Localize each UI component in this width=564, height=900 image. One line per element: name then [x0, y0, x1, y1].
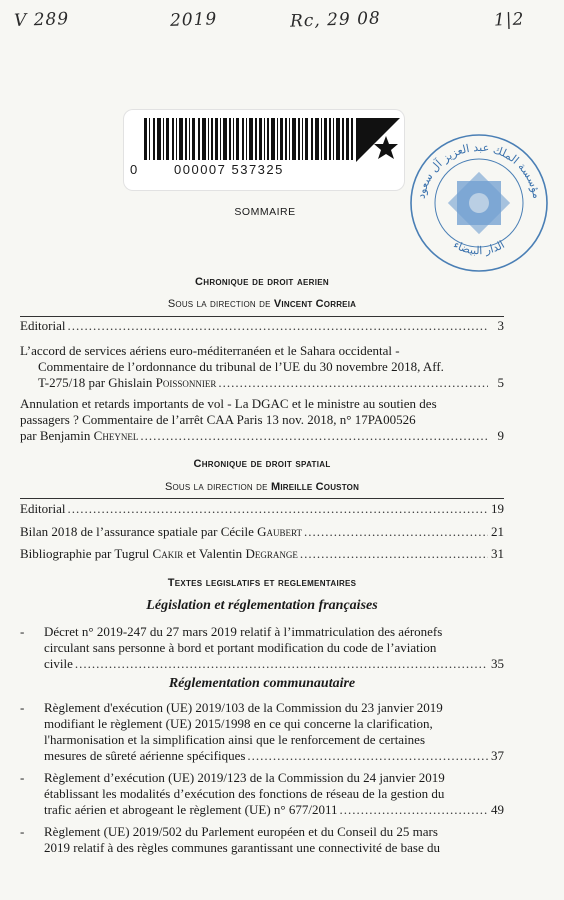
toc-entry[interactable] — [20, 546, 504, 562]
section-heading-spatial: Chronique de droit spatial — [193, 458, 331, 470]
toc-entry-page: 5 — [497, 375, 504, 390]
author-name: Poissonnier — [155, 375, 217, 390]
toc-entry-line: T-275/18 par Ghislain — [38, 375, 153, 390]
toc-entry-line: Règlement (UE) 2019/502 du Parlement européen et du Conseil du 25 mars — [44, 824, 438, 839]
toc-entry-page: 37 — [491, 748, 504, 763]
toc-entry-page: 21 — [491, 524, 504, 539]
toc-entry-line: par Benjamin — [20, 428, 91, 443]
toc-entry-line: l'harmonisation et la simplification ainsi que le renforcement de certaines — [44, 732, 426, 747]
toc-entry-page: 49 — [491, 802, 504, 817]
barcode-label — [124, 110, 404, 190]
list-bullet: - — [20, 770, 25, 785]
direction-name: Vincent Correia — [273, 298, 357, 310]
toc-entry-title: Bibliographie par Tugrul — [20, 546, 150, 561]
toc-entry-line: Règlement d'exécution (UE) 2019/103 de la Commission du 23 janvier 2019 — [44, 700, 443, 715]
toc-entry[interactable] — [44, 770, 504, 818]
toc-entry-title: Editorial — [20, 501, 66, 516]
barcode-zero: 0 — [130, 162, 138, 177]
toc-entry-title: et Valentin — [186, 546, 243, 561]
section-direction-spatial — [20, 481, 504, 493]
toc-entry-page: 35 — [491, 656, 504, 671]
direction-prefix: Sous la direction de — [167, 298, 271, 310]
list-bullet: - — [20, 624, 25, 639]
handwritten-note-ref: V 289 — [13, 9, 70, 31]
toc-entry[interactable] — [44, 700, 504, 764]
dot-leader — [68, 501, 489, 517]
dot-leader — [68, 318, 489, 334]
toc-entry-title: Editorial — [20, 318, 66, 333]
toc-entry-line: trafic aérien et abrogeant le règlement (UE) n° 677/2011 — [44, 802, 338, 817]
author-name: Gaubert — [257, 524, 303, 539]
library-emblem-icon — [356, 118, 400, 162]
svg-text:الدار البيضاء — [451, 238, 507, 257]
toc-entry-line: civile — [44, 656, 73, 671]
toc-entry[interactable] — [44, 624, 504, 672]
toc-entry[interactable] — [20, 318, 504, 334]
dot-leader — [300, 546, 488, 562]
subsection-heading-francaises: Législation et réglementation françaises — [146, 598, 378, 613]
toc-entry-page: 31 — [491, 546, 504, 561]
section-heading-textes: Textes legislatifs et reglementaires — [167, 577, 357, 589]
toc-entry[interactable] — [44, 824, 504, 856]
author-name: Cakir — [152, 546, 184, 561]
section-divider — [20, 498, 504, 499]
handwritten-note-date: Rc, 29 08 — [289, 8, 382, 32]
toc-entry-line: L’accord de services aériens euro-méditerranéen et le Sahara occidental - — [20, 343, 400, 358]
dot-leader — [339, 802, 488, 818]
toc-entry-line: Décret n° 2019-247 du 27 mars 2019 relatif à l’immatriculation des aéronefs — [44, 624, 443, 639]
toc-entry-page: 19 — [491, 501, 504, 516]
author-name: Degrange — [245, 546, 298, 561]
barcode-number: 000007 537325 — [174, 162, 284, 177]
author-name: Cheynel — [93, 428, 139, 443]
toc-entry-line: passagers ? Commentaire de l’arrêt CAA Paris 13 nov. 2018, n° 17PA00526 — [20, 412, 416, 427]
handwritten-note-year: 2019 — [169, 9, 218, 31]
dot-leader — [304, 524, 488, 540]
direction-prefix: Sous la direction de — [164, 481, 268, 493]
stamp-text-top: مؤسسة الملك عبد العزيز آل سعود — [414, 140, 544, 200]
toc-entry[interactable] — [20, 396, 504, 444]
barcode-icon — [144, 118, 356, 160]
stamp-text-bottom: الدار البيضاء — [451, 238, 507, 258]
toc-entry-line: Règlement d’exécution (UE) 2019/123 de la Commission du 24 janvier 2019 — [44, 770, 445, 785]
handwritten-note-page: 1|2 — [493, 9, 525, 31]
toc-entry-page: 3 — [497, 318, 504, 333]
toc-entry-line: modifiant le règlement (UE) 2015/1998 en ce qui concerne la clarification, — [44, 716, 433, 731]
dot-leader — [218, 375, 488, 391]
sommaire-title: SOMMAIRE — [234, 206, 296, 218]
list-bullet: - — [20, 824, 25, 839]
subsection-heading-communautaire: Réglementation communautaire — [168, 676, 356, 691]
direction-name: Mireille Couston — [270, 481, 360, 493]
list-bullet: - — [20, 700, 25, 715]
library-stamp-icon — [404, 128, 554, 278]
toc-entry-line: mesures de sûreté aérienne spécifiques — [44, 748, 246, 763]
toc-entry[interactable] — [20, 343, 504, 391]
dot-leader — [140, 428, 488, 444]
dot-leader — [247, 748, 488, 764]
toc-entry[interactable] — [20, 524, 504, 540]
toc-entry-line: Annulation et retards importants de vol - La DGAC et le ministre au soutien des — [20, 396, 437, 411]
dot-leader — [75, 656, 488, 672]
toc-entry-line: établissant les modalités d’exécution des fonctions de réseau de la gestion du — [44, 786, 445, 801]
toc-entry-page: 9 — [497, 428, 504, 443]
section-divider — [20, 316, 504, 317]
toc-entry[interactable] — [20, 501, 504, 517]
toc-entry-line: circulant sans personne à bord et portant modification du code de l’aviation — [44, 640, 437, 655]
toc-entry-line: 2019 relatif à des règles communes garantissant une connectivité de base du — [44, 840, 441, 855]
toc-entry-line: Commentaire de l’ordonnance du tribunal de l’UE du 30 novembre 2018, Aff. — [38, 359, 444, 374]
section-direction-aerien — [20, 298, 504, 310]
toc-entry-title: Bilan 2018 de l’assurance spatiale par Cécile — [20, 524, 254, 539]
section-heading-aerien: Chronique de droit aerien — [195, 276, 329, 288]
